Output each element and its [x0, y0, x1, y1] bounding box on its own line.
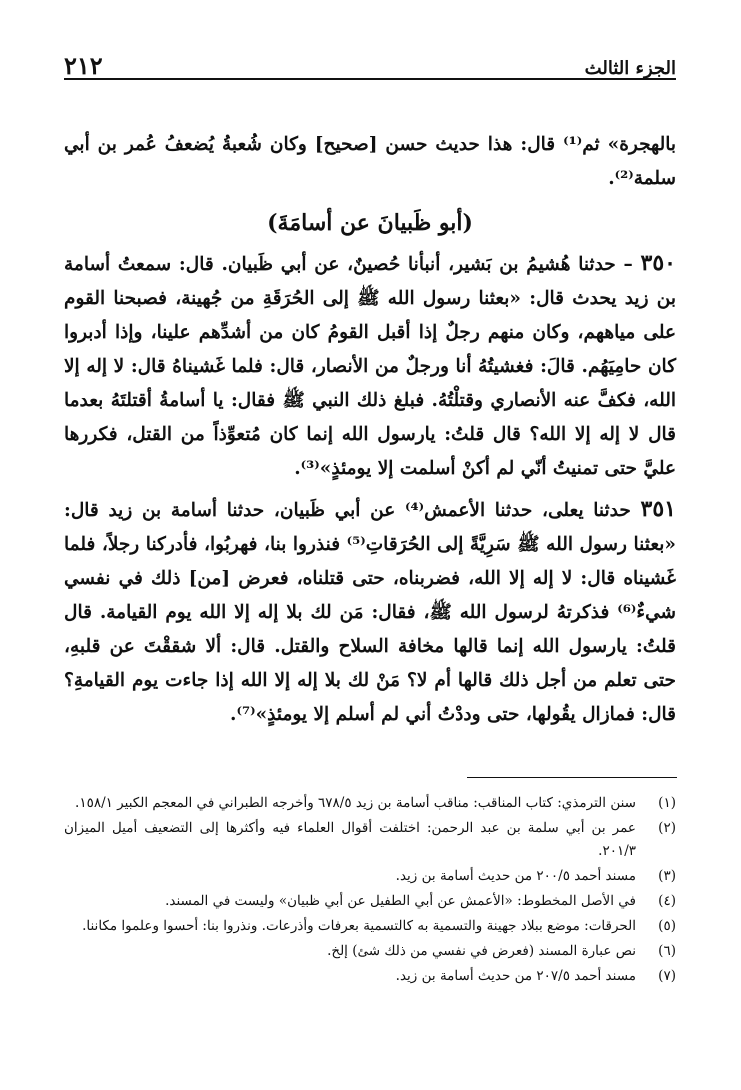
- footnote-text: مسند أحمد ٢٠٠/٥ من حديث أسامة بن زيد.: [395, 868, 636, 884]
- hadith-text: – حدثنا هُشيمُ بن بَشير، أنبأنا حُصينٌ، عن أبي ظَبيان. قال: سمعتُ أسامة بن زيد يحدث قال: «بعثنا رسول الله ﷺ إلى الحُرَقَةِ من جُهينة، فصبحنا القوم على مياههم، وكان منهم رجلٌ إذا أقبل القومُ كان من أشدِّهم علينا، وإذا أدبروا كان حامِيَهُم. قالَ: فغشيتُهُ أنا ورجلٌ من الأنصار، قال: فلما غَشيناهُ قال: لا إله إلا الله، فكفَّ عنه الأنصاري وقتلْتُهُ. فبلغ ذلك النبي ﷺ فقال: يا أسامةُ أقتلتَهُ بعدما قال لا إله إلا الله؟ قال قلتُ: يارسول الله إنما كان مُتعوِّذاً من القتل، فكررها عليَّ حتى تمنيتُ أنّي لم أكنْ أسلمت إلا يومئذٍ»⁽³⁾.: [64, 254, 676, 479]
- header-divider: [64, 78, 676, 80]
- page-header: [64, 44, 676, 78]
- volume-label: الجزء الثالث: [584, 58, 676, 79]
- footnote-text: سنن الترمذي: كتاب المناقب: مناقب أسامة بن زيد ٦٧٨/٥ وأخرجه الطبراني في المعجم الكبير ١٥٨/١.: [75, 795, 636, 811]
- footnote-text: مسند أحمد ٢٠٧/٥ من حديث أسامة بن زيد.: [395, 968, 636, 984]
- hadith-351: [64, 492, 676, 732]
- footnote-number: (٢): [658, 820, 676, 836]
- footnote-text: نص عبارة المسند (فعرض في نفسي من ذلك شئ) إلخ.: [327, 943, 636, 959]
- footnote-number: (٤): [658, 893, 676, 909]
- footnote: [64, 817, 676, 863]
- hadith-350: [64, 246, 676, 486]
- hadith-number: ٣٥٠: [640, 250, 676, 276]
- footnote-number: (٣): [658, 868, 676, 884]
- footnote-text: عمر بن أبي سلمة بن عبد الرحمن: اختلفت أقوال العلماء فيه وأكثرها إلى التضعيف أميل الميزان ٢٠١/٣.: [64, 820, 636, 859]
- main-text: [64, 128, 676, 738]
- continuation-paragraph: بالهجرة» ثم⁽¹⁾ قال: هذا حديث حسن [صحيح] وكان شُعبةُ يُضعفُ عُمر بن أبي سلمة⁽²⁾.: [64, 134, 676, 189]
- footnote-text: في الأصل المخطوط: «الأعمش عن أبي الطفيل عن أبي ظبيان» وليست في المسند.: [165, 893, 636, 909]
- footnote-number: (٧): [658, 968, 676, 984]
- footnotes: [64, 792, 676, 990]
- footnote-text: الحرقات: موضع ببلاد جهينة والتسمية به كالتسمية بعرفات وأذرعات. ونذروا بنا: أحسوا وعلموا مكاننا.: [82, 918, 636, 934]
- page-number: ٢١٢: [64, 51, 103, 80]
- hadith-number: ٣٥١: [640, 496, 676, 522]
- footnote: [64, 865, 676, 888]
- hadith-text: حدثنا يعلى، حدثنا الأعمش⁽⁴⁾ عن أبي ظَبيان، حدثنا أسامة بن زيد قال: «بعثنا رسول الله ﷺ سَرِيَّةً إلى الحُرَقاتِ⁽⁵⁾ فنذروا بنا، فهربُوا، فأدركنا رجلاً، فلما غَشيناه قال: لا إله إلا الله، فضربناه، حتى قتلناه، فعرض [من] ذلك في نفسي شيءٌ⁽⁶⁾ فذكرتهُ لرسول الله ﷺ، فقال: مَن لك بلا إله إلا الله يوم القيامة. قال قلتُ: يارسول الله إنما قالها مخافة السلاح والقتل. قال: ألا شققْتَ عن قلبهِ، حتى تعلم من أجل ذلك قالها أم لا؟ مَنْ لك بلا إله إلا الله إذا جاءت يوم القيامةِ؟ قال: فمازال يقُولها، حتى وددْتُ أني لم أسلم إلا يومئذٍ»⁽⁷⁾.: [64, 500, 676, 725]
- section-title: (أبو ظَبيانَ عن أسامَةَ): [267, 210, 473, 236]
- footnote-divider: [467, 777, 677, 778]
- footnote: [64, 965, 676, 988]
- footnote: [64, 915, 676, 938]
- footnote-number: (٦): [658, 943, 676, 959]
- footnote: [64, 792, 676, 815]
- footnote-number: (٥): [658, 918, 676, 934]
- footnote: [64, 940, 676, 963]
- footnote: [64, 890, 676, 913]
- footnote-number: (١): [658, 795, 676, 811]
